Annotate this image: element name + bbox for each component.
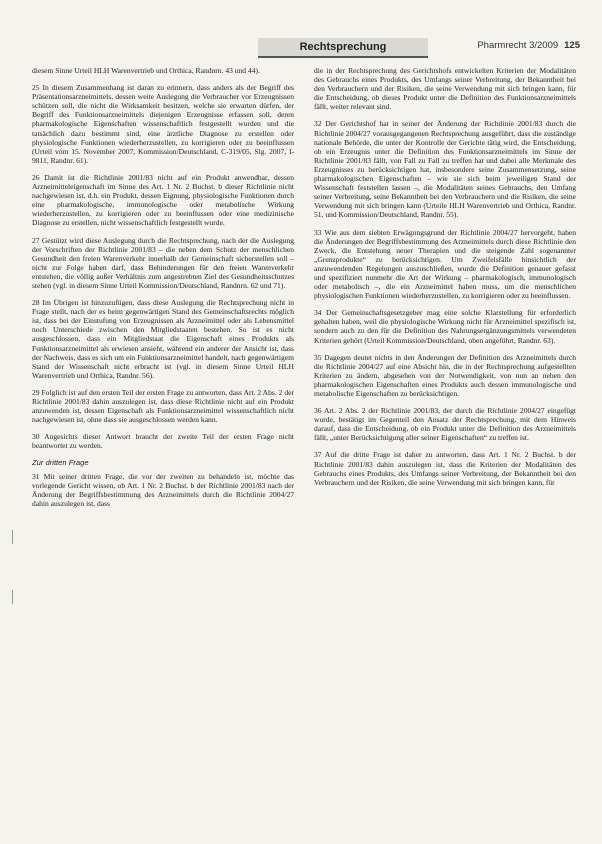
margin-mark xyxy=(12,590,13,604)
right-column xyxy=(314,66,576,495)
paragraph: 32 Der Gerichtshof hat in seiner der Änderung der Richtlinie 2001/83 durch die Richtlinie 2004/27 vorausgegangenen Rechtsprechung ausgeführt, dass die zuständige nationale Behörde, die unter der Kontrolle der Gerichte tätig wird, die Entscheidung, ob ein Erzeugnis unter die Definition des Funktionsarzneimittels im Sinne der Richtlinie 2001/83 fällt, von Fall zu Fall zu treffen hat und dabei alle Merkmale des Erzeugnisses zu berücksichtigen hat, insbesondere seine Zusammensetzung, seine pharmakologischen Eigenschaften – wie sie sich beim jeweiligen Stand der Wissenschaft feststellen lassen –, die Modalitäten seines Gebrauchs, den Umfang seiner Verbreitung, seine Bekanntheit bei den Verbrauchern und die Risiken, die seine Verwendung mit sich bringen kann (Urteile HLH Warenvertrieb und Orthica, Randnr. 51, und Kommission/Deutschland, Randnr. 55). xyxy=(314,119,576,220)
paragraph: 36 Art. 2 Abs. 2 der Richtlinie 2001/83, der durch die Richtlinie 2004/27 eingefügt wurde, bestätigt im Gegenteil den Ansatz der Rechtsprechung, mit dem Hinweis darauf, dass die Entscheidung, ob ein Produkt unter die Definition des Arzneimittels fällt, „unter Berücksichtigung aller seiner Eigenschaften“ zu treffen ist. xyxy=(314,406,576,443)
left-column xyxy=(32,66,294,516)
paragraph: 28 Im Übrigen ist hinzuzufügen, dass diese Auslegung die Rechtsprechung nicht in Frage stellt, nach der es beim gegenwärtigen Stand des Gemeinschaftsrechts möglich ist, dass bei der Einstufung von Erzeugnissen als Arzneimittel oder als Lebensmittel noch Unterschiede zwischen den Mitgliedstaaten bestehen. So ist es nicht ausgeschlossen, dass ein Mitgliedstaat die Eigenschaft eines Produkts als Funktionsarzneimittel als erwiesen ansieht, während ein anderer der Ansicht ist, dass der Nachweis, dass es sich um ein Funktionsarzneimittel handelt, nach gegenwärtigem Stand der Wissenschaft nicht erbracht ist (vgl. in diesem Sinne Urteil HLH Warenvertrieb und Orthica, Randnr. 56). xyxy=(32,298,294,380)
paragraph: 31 Mit seiner dritten Frage, die vor der zweiten zu behandeln ist, möchte das vorlegende Gericht wissen, ob Art. 1 Nr. 2 Buchst. b der Richtlinie 2001/83 nach der Änderung der Begriffsbestimmung des Arzneimittels durch die Richtlinie 2004/27 dahin auszulegen ist, dass xyxy=(32,471,294,508)
paragraph: 34 Der Gemeinschaftsgesetzgeber mag eine solche Klarstellung für erforderlich gehalten haben, weil die physiologische Wirkung nicht für Arzneimittel spezifisch ist, sondern auch zu den für die Definition des Nahrungsergänzungsmittels verwendeten Kriterien gehört (Urteil Kommission/Deutschland, oben angeführt, Randnr. 63). xyxy=(314,308,576,345)
margin-mark xyxy=(12,530,13,544)
paragraph: 26 Damit ist die Richtlinie 2001/83 nicht auf ein Produkt anwendbar, dessen Arzneimitteleigenschaft im Sinne des Art. 1 Nr. 2 Buchst. b dieser Richtlinie nicht nachgewiesen ist, d.h. ein Produkt, dessen Eignung, physiologische Funktionen durch eine pharmakologische, immunologische oder metabolische Wirkung wiederherzustellen, zu korrigieren oder zu beeinflussen oder eine medizinische Diagnose zu erstellen, nicht wissenschaftlich festgestellt wurde. xyxy=(32,172,294,228)
journal-name: Pharmrecht 3/2009 xyxy=(477,40,559,51)
paragraph: 27 Gestützt wird diese Auslegung durch die Rechtsprechung, nach der die Auslegung der Vorschriften der Richtlinie 2001/83 – die neben dem Schutz der menschlichen Gesundheit den freien Warenverkehr innerhalb der Gemeinschaft sicherstellen soll – nicht zur Folge haben darf, dass Behinderungen für den freien Warenverkehr entstehen, die völlig außer Verhältnis zum angestrebten Ziel des Gesundheitsschutzes stehen (vgl. in diesem Sinne Urteil Kommission/Deutschland, Randnrn. 62 und 71). xyxy=(32,235,294,290)
page-number: 125 xyxy=(564,40,580,51)
paragraph: 29 Folglich ist auf den ersten Teil der ersten Frage zu antworten, dass Art. 2 Abs. 2 der Richtlinie 2001/83 dahin auszulegen ist, dass diese Richtlinie nicht auf ein Produkt anzuwenden ist, dessen Eigenschaft als Funktionsarzneimittel wissenschaftlich nicht nachgewiesen ist, ohne dass sie ausgeschlossen werden kann. xyxy=(32,387,294,425)
paragraph: 35 Dagegen deutet nichts in den Änderungen der Definition des Arzneimittels durch die Richtlinie 2004/27 auf eine Absicht hin, die in der Rechtsprechung aufgestellten Kriterien zu ändern, abgesehen von der Notwendigkeit, von nun an neben den pharmakologischen Eigenschaften eines Produkts auch dessen immunologische und metabolische Eigenschaften zu berücksichtigen. xyxy=(314,352,576,398)
paragraph: 37 Auf die dritte Frage ist daher zu antworten, dass Art. 1 Nr. 2 Buchst. b der Richtlinie 2001/83 dahin auszulegen ist, dass die Kriterien der Modalitäten des Gebrauchs eines Produkts, des Umfangs seiner Verbreitung, der Bekanntheit bei den Verbrauchern und der Risiken, die seine Verwendung mit sich bringen kann, für xyxy=(314,450,576,487)
header-journal-info xyxy=(477,40,580,51)
subheading: Zur dritten Frage xyxy=(32,458,89,468)
paragraph: die in der Rechtsprechung des Gerichtshofs entwickelten Kriterien der Modalitäten des Gebrauchs eines Produkts, des Umfangs seiner Verbreitung, der Bekanntheit bei den Verbrauchern und der Risiken, die seine Verwendung mit sich bringen kann, für die Entscheidung, ob dieses Produkt unter die Definition des Funktionsarzneimittels fällt, weiter relevant sind. xyxy=(314,66,576,112)
paragraph: 25 In diesem Zusammenhang ist daran zu erinnern, dass anders als der Begriff des Präsentationsarzneimittels, dessen weite Auslegung die Verbraucher vor Erzeugnissen schützen soll, die nicht die Wirksamkeit besitzen, welche sie erwarten dürfen, der Begriff des Funktionsarzneimittels diejenigen Erzeugnisse erfassen soll, deren pharmakologische Eigenschaften wissenschaftlich festgestellt wurden und die tatsächlich dazu bestimmt sind, eine ärztliche Diagnose zu erstellen oder physiologische Funktionen wiederherzustellen, zu korrigieren oder zu beeinflussen (Urteil vom 15. November 2007, Kommission/Deutschland, C-319/05, Slg. 2007, I-9811, Randnr. 61). xyxy=(32,83,294,165)
paragraph: diesem Sinne Urteil HLH Warenvertrieb und Orthica, Randnrn. 43 und 44). xyxy=(32,66,260,75)
paragraph: 33 Wie aus dem siebten Erwägungsgrund der Richtlinie 2004/27 hervorgeht, haben die Änderungen der Begriffsbestimmung des Arzneimittels durch diese Richtlinie den Zweck, die Entstehung neuer Therapien und die steigende Zahl sogenannter „Grenzprodukte“ zu berücksichtigen. Um Zweifelsfälle hinsichtlich der anzuwendenden Regelungen auszuschließen, wurde die Definition genauer gefasst und spezifiziert nunmehr die Art der Wirkung – pharmakologisch, immunologisch oder metabolisch –, die ein Arzneimittel haben muss, um die menschlichen physiologischen Funktionen wiederherzustellen, zu korrigieren oder zu beeinflussen. xyxy=(314,227,576,301)
paragraph: 30 Angesichts dieser Antwort braucht der zweite Teil der ersten Frage nicht beantwortet zu werden. xyxy=(32,432,294,451)
section-title: Rechtsprechung xyxy=(258,38,428,58)
page-header xyxy=(30,38,580,58)
